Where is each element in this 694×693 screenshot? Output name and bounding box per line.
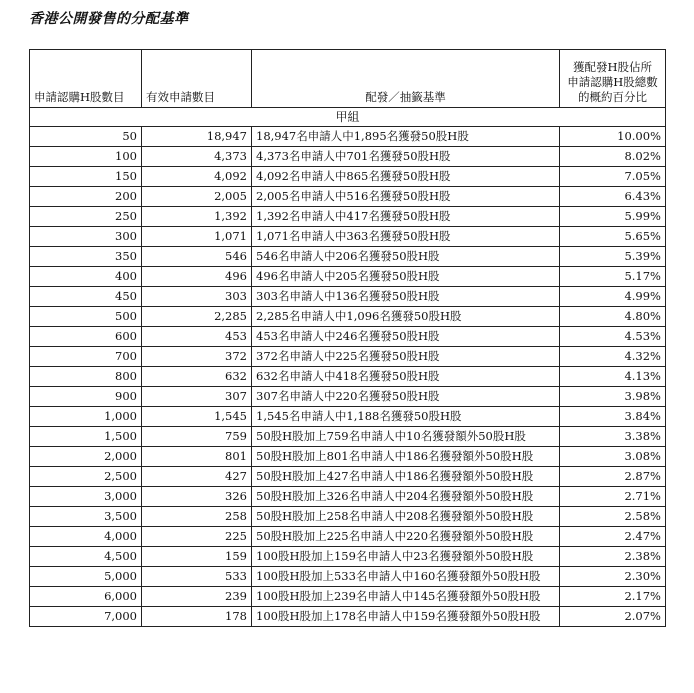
cell-percentage: 4.13% (560, 367, 666, 387)
table-row (30, 327, 666, 347)
table-header-row (30, 50, 666, 108)
cell-valid-applications: 632 (142, 367, 252, 387)
cell-shares-applied: 1,500 (30, 427, 142, 447)
cell-basis: 4,373名申請人中701名獲發50股H股 (252, 147, 560, 167)
cell-valid-applications: 159 (142, 547, 252, 567)
cell-valid-applications: 759 (142, 427, 252, 447)
cell-valid-applications: 801 (142, 447, 252, 467)
cell-shares-applied: 7,000 (30, 607, 142, 627)
cell-shares-applied: 200 (30, 187, 142, 207)
table-row (30, 607, 666, 627)
table-row (30, 287, 666, 307)
cell-basis: 2,285名申請人中1,096名獲發50股H股 (252, 307, 560, 327)
cell-basis: 50股H股加上427名申請人中186名獲發額外50股H股 (252, 467, 560, 487)
cell-percentage: 6.43% (560, 187, 666, 207)
cell-valid-applications: 2,005 (142, 187, 252, 207)
cell-valid-applications: 453 (142, 327, 252, 347)
cell-shares-applied: 600 (30, 327, 142, 347)
cell-basis: 1,392名申請人中417名獲發50股H股 (252, 207, 560, 227)
cell-valid-applications: 307 (142, 387, 252, 407)
table-row (30, 407, 666, 427)
cell-shares-applied: 5,000 (30, 567, 142, 587)
cell-percentage: 5.17% (560, 267, 666, 287)
header-percentage-line: 的概約百分比 (578, 90, 647, 104)
cell-shares-applied: 6,000 (30, 587, 142, 607)
header-shares-applied: 申請認購H股數目 (30, 50, 142, 108)
cell-basis: 100股H股加上533名申請人中160名獲發額外50股H股 (252, 567, 560, 587)
cell-percentage: 3.38% (560, 427, 666, 447)
cell-basis: 100股H股加上159名申請人中23名獲發額外50股H股 (252, 547, 560, 567)
cell-valid-applications: 303 (142, 287, 252, 307)
cell-valid-applications: 4,373 (142, 147, 252, 167)
cell-percentage: 4.99% (560, 287, 666, 307)
table-row (30, 147, 666, 167)
table-row (30, 187, 666, 207)
cell-shares-applied: 4,000 (30, 527, 142, 547)
cell-percentage: 5.39% (560, 247, 666, 267)
cell-percentage: 3.98% (560, 387, 666, 407)
table-row (30, 307, 666, 327)
header-valid-applications: 有效申請數目 (142, 50, 252, 108)
cell-basis: 372名申請人中225名獲發50股H股 (252, 347, 560, 367)
table-row (30, 227, 666, 247)
cell-basis: 50股H股加上759名申請人中10名獲發額外50股H股 (252, 427, 560, 447)
cell-shares-applied: 300 (30, 227, 142, 247)
table-row (30, 347, 666, 367)
table-row (30, 547, 666, 567)
cell-shares-applied: 450 (30, 287, 142, 307)
cell-shares-applied: 350 (30, 247, 142, 267)
cell-valid-applications: 533 (142, 567, 252, 587)
table-row (30, 207, 666, 227)
cell-basis: 453名申請人中246名獲發50股H股 (252, 327, 560, 347)
cell-shares-applied: 500 (30, 307, 142, 327)
cell-shares-applied: 1,000 (30, 407, 142, 427)
table-row (30, 167, 666, 187)
cell-shares-applied: 50 (30, 127, 142, 147)
table-row (30, 127, 666, 147)
cell-valid-applications: 4,092 (142, 167, 252, 187)
cell-percentage: 2.17% (560, 587, 666, 607)
header-percentage (560, 50, 666, 108)
cell-percentage: 4.53% (560, 327, 666, 347)
cell-valid-applications: 2,285 (142, 307, 252, 327)
cell-valid-applications: 1,392 (142, 207, 252, 227)
cell-basis: 496名申請人中205名獲發50股H股 (252, 267, 560, 287)
cell-basis: 632名申請人中418名獲發50股H股 (252, 367, 560, 387)
table-row (30, 507, 666, 527)
table-row (30, 467, 666, 487)
cell-basis: 50股H股加上326名申請人中204名獲發額外50股H股 (252, 487, 560, 507)
table-row (30, 447, 666, 467)
cell-valid-applications: 546 (142, 247, 252, 267)
cell-percentage: 2.87% (560, 467, 666, 487)
header-percentage-line: 申請認購H股總數 (567, 75, 658, 89)
cell-percentage: 2.38% (560, 547, 666, 567)
cell-percentage: 5.99% (560, 207, 666, 227)
cell-percentage: 3.84% (560, 407, 666, 427)
table-row (30, 247, 666, 267)
cell-basis: 4,092名申請人中865名獲發50股H股 (252, 167, 560, 187)
cell-percentage: 8.02% (560, 147, 666, 167)
header-percentage-line: 獲配發H股佔所 (572, 60, 653, 74)
cell-shares-applied: 700 (30, 347, 142, 367)
cell-basis: 307名申請人中220名獲發50股H股 (252, 387, 560, 407)
table-row (30, 487, 666, 507)
cell-valid-applications: 427 (142, 467, 252, 487)
cell-valid-applications: 225 (142, 527, 252, 547)
cell-basis: 100股H股加上239名申請人中145名獲發額外50股H股 (252, 587, 560, 607)
cell-basis: 50股H股加上801名申請人中186名獲發額外50股H股 (252, 447, 560, 467)
cell-basis: 18,947名申請人中1,895名獲發50股H股 (252, 127, 560, 147)
cell-shares-applied: 150 (30, 167, 142, 187)
cell-basis: 1,545名申請人中1,188名獲發50股H股 (252, 407, 560, 427)
cell-percentage: 2.47% (560, 527, 666, 547)
cell-shares-applied: 800 (30, 367, 142, 387)
cell-percentage: 3.08% (560, 447, 666, 467)
cell-valid-applications: 372 (142, 347, 252, 367)
cell-shares-applied: 2,000 (30, 447, 142, 467)
cell-shares-applied: 3,000 (30, 487, 142, 507)
table-row (30, 267, 666, 287)
table-row (30, 587, 666, 607)
table-row (30, 567, 666, 587)
cell-percentage: 7.05% (560, 167, 666, 187)
cell-valid-applications: 1,071 (142, 227, 252, 247)
cell-valid-applications: 178 (142, 607, 252, 627)
cell-percentage: 2.07% (560, 607, 666, 627)
cell-valid-applications: 1,545 (142, 407, 252, 427)
cell-basis: 50股H股加上225名申請人中220名獲發額外50股H股 (252, 527, 560, 547)
group-row (30, 108, 666, 127)
cell-basis: 546名申請人中206名獲發50股H股 (252, 247, 560, 267)
cell-shares-applied: 100 (30, 147, 142, 167)
cell-basis: 100股H股加上178名申請人中159名獲發額外50股H股 (252, 607, 560, 627)
cell-shares-applied: 400 (30, 267, 142, 287)
cell-shares-applied: 4,500 (30, 547, 142, 567)
page-title: 香港公開發售的分配基準 (29, 11, 189, 27)
cell-shares-applied: 250 (30, 207, 142, 227)
allocation-table (29, 49, 666, 627)
cell-percentage: 10.00% (560, 127, 666, 147)
table-row (30, 387, 666, 407)
cell-percentage: 4.32% (560, 347, 666, 367)
cell-shares-applied: 3,500 (30, 507, 142, 527)
cell-percentage: 5.65% (560, 227, 666, 247)
cell-percentage: 2.58% (560, 507, 666, 527)
header-basis: 配發／抽籤基準 (252, 50, 560, 108)
cell-valid-applications: 496 (142, 267, 252, 287)
cell-basis: 2,005名申請人中516名獲發50股H股 (252, 187, 560, 207)
cell-percentage: 2.30% (560, 567, 666, 587)
cell-valid-applications: 239 (142, 587, 252, 607)
group-label: 甲組 (30, 108, 666, 127)
cell-percentage: 2.71% (560, 487, 666, 507)
cell-basis: 303名申請人中136名獲發50股H股 (252, 287, 560, 307)
cell-shares-applied: 2,500 (30, 467, 142, 487)
cell-basis: 50股H股加上258名申請人中208名獲發額外50股H股 (252, 507, 560, 527)
table-row (30, 527, 666, 547)
cell-percentage: 4.80% (560, 307, 666, 327)
table-row (30, 367, 666, 387)
table-row (30, 427, 666, 447)
cell-basis: 1,071名申請人中363名獲發50股H股 (252, 227, 560, 247)
cell-valid-applications: 18,947 (142, 127, 252, 147)
cell-shares-applied: 900 (30, 387, 142, 407)
cell-valid-applications: 326 (142, 487, 252, 507)
cell-valid-applications: 258 (142, 507, 252, 527)
